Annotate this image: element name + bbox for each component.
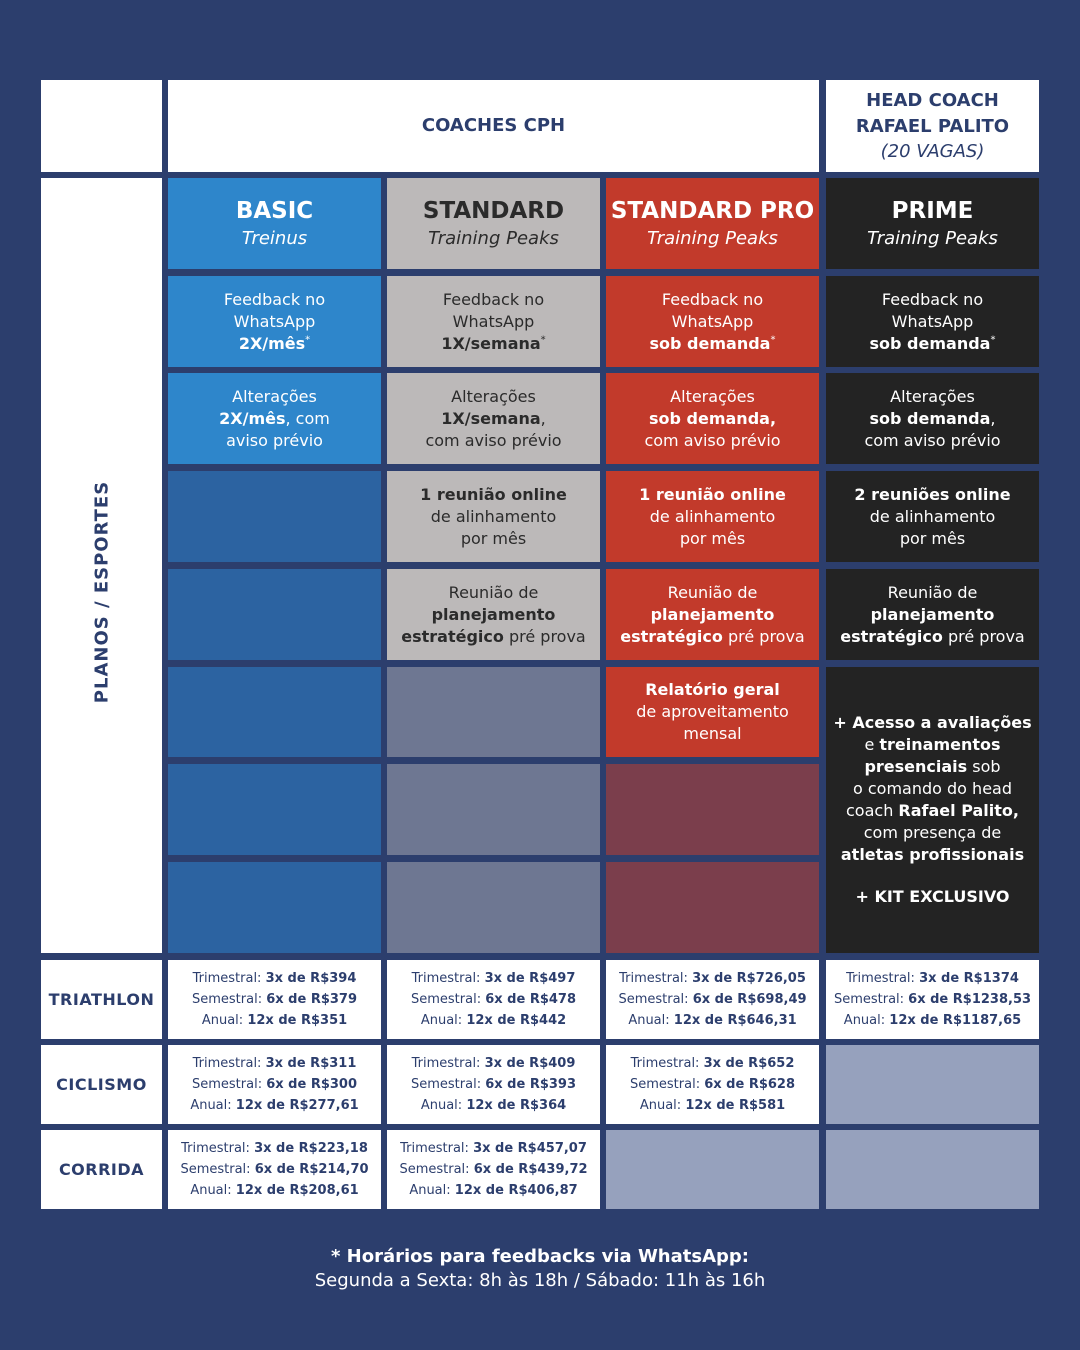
price-ciclismo-pro (606, 1045, 819, 1124)
meeting-prime (826, 471, 1039, 562)
price-label: Semestral: (618, 992, 689, 1007)
sport-name: CORRIDA (58, 1160, 145, 1179)
prime-extra-line: com presença de (863, 823, 1002, 842)
feedback-channel: WhatsApp (233, 311, 316, 331)
prime-extra-word: coach (846, 801, 894, 820)
strategy-basic-empty (168, 569, 381, 660)
meeting-count: 2 reuniões online (854, 484, 1011, 504)
report-basic-empty (168, 667, 381, 757)
plan-platform: Treinus (241, 227, 308, 249)
price-value: 3x de R$1374 (919, 971, 1019, 986)
header-corner-blank (41, 80, 162, 172)
changes-prime (826, 373, 1039, 464)
changes-notice: com aviso prévio (644, 430, 781, 450)
changes-standard-pro (606, 373, 819, 464)
sport-triathlon (41, 960, 162, 1039)
changes-connector: , (540, 408, 546, 428)
plan-platform: Training Peaks (428, 227, 559, 249)
prime-kit: + KIT EXCLUSIVO (855, 887, 1010, 906)
changes-connector: , (990, 408, 996, 428)
strategy-intro: Reunião de (667, 582, 758, 602)
row7-basic-empty (168, 764, 381, 855)
feedback-channel: WhatsApp (452, 311, 535, 331)
price-value: 6x de R$439,72 (473, 1162, 588, 1177)
footnote-hours: Segunda a Sexta: 8h às 18h / Sábado: 11h às 16h (314, 1270, 766, 1291)
price-label: Anual: (201, 1013, 244, 1028)
price-label: Semestral: (833, 992, 905, 1007)
feedback-standard (387, 276, 600, 367)
plans-sports-label: PLANOS / ESPORTES (91, 480, 113, 704)
price-value: 3x de R$457,07 (473, 1141, 587, 1156)
price-value: 12x de R$277,61 (235, 1098, 359, 1113)
sport-name: CICLISMO (56, 1075, 147, 1094)
price-label: Trimestral: (181, 1141, 250, 1156)
strategy-prime (826, 569, 1039, 660)
price-value: 3x de R$394 (265, 971, 357, 986)
changes-frequency: 2X/mês (219, 408, 286, 428)
coaches-title: COACHES CPH (421, 115, 566, 136)
footnote-mark: * (540, 334, 546, 346)
price-value: 12x de R$442 (466, 1013, 567, 1028)
meeting-purpose: de alinhamento (430, 506, 557, 526)
strategy-tail: pré prova (727, 626, 805, 646)
feedback-prime (826, 276, 1039, 367)
changes-connector: , com (285, 408, 330, 428)
price-label: Trimestral: (630, 1056, 700, 1071)
feedback-frequency: 2X/mês (238, 333, 306, 353)
strategy-intro: Reunião de (448, 582, 539, 602)
feedback-standard-pro (606, 276, 819, 367)
price-value: 12x de R$1187,65 (889, 1013, 1022, 1028)
head-coach-title: HEAD COACH (866, 90, 999, 111)
strategy-tail: pré prova (508, 626, 586, 646)
price-label: Trimestral: (411, 971, 481, 986)
feedback-channel: WhatsApp (891, 311, 974, 331)
prime-extra-word-bold: Rafael Palito, (898, 801, 1019, 820)
price-label: Anual: (190, 1098, 232, 1113)
strategy-tail: pré prova (947, 626, 1025, 646)
price-label: Anual: (409, 1183, 451, 1198)
plan-name: PRIME (891, 197, 974, 224)
price-label: Semestral: (191, 1077, 263, 1092)
meeting-period: por mês (899, 528, 966, 548)
header-head-coach (826, 80, 1039, 172)
price-value: 6x de R$214,70 (254, 1162, 369, 1177)
feedback-prefix: Feedback no (661, 289, 764, 309)
price-label: Trimestral: (192, 1056, 262, 1071)
plan-name: BASIC (235, 197, 314, 224)
meeting-purpose: de alinhamento (869, 506, 996, 526)
feedback-frequency: sob demanda (869, 333, 991, 353)
report-line3: mensal (683, 724, 742, 743)
changes-notice: com aviso prévio (864, 430, 1001, 450)
feedback-prefix: Feedback no (223, 289, 326, 309)
price-value: 12x de R$646,31 (673, 1013, 797, 1028)
report-title: Relatório geral (645, 680, 780, 699)
strategy-keyword: planejamento (431, 604, 556, 624)
changes-notice: aviso prévio (226, 430, 323, 450)
prime-extra-line: + Acesso a avaliações (833, 713, 1032, 732)
price-value: 3x de R$497 (484, 971, 576, 986)
price-value: 3x de R$311 (265, 1056, 357, 1071)
price-label: Trimestral: (846, 971, 915, 986)
price-value: 3x de R$726,05 (692, 971, 806, 986)
price-label: Anual: (190, 1183, 232, 1198)
sport-corrida (41, 1130, 162, 1209)
price-corrida-pro-empty (606, 1130, 819, 1209)
plan-name: STANDARD (422, 197, 565, 224)
row7-pro-empty (606, 764, 819, 855)
price-label: Trimestral: (619, 971, 688, 986)
feedback-frequency: 1X/semana (441, 333, 541, 353)
price-value: 12x de R$364 (466, 1098, 567, 1113)
row8-pro-empty (606, 862, 819, 953)
plan-standard-pro-header (606, 178, 819, 269)
report-standard-pro (606, 667, 819, 757)
changes-notice: com aviso prévio (425, 430, 562, 450)
header-coaches-cph (168, 80, 819, 172)
footnote-title: * Horários para feedbacks via WhatsApp: (331, 1246, 749, 1267)
price-label: Anual: (628, 1013, 670, 1028)
price-value: 6x de R$698,49 (692, 992, 807, 1007)
head-coach-spots: (20 VAGAS) (880, 141, 985, 162)
meeting-count: 1 reunião online (420, 484, 567, 504)
price-value: 12x de R$208,61 (235, 1183, 359, 1198)
feedback-channel: WhatsApp (671, 311, 754, 331)
price-label: Trimestral: (192, 971, 262, 986)
price-value: 6x de R$478 (485, 992, 577, 1007)
footnote-mark: * (990, 334, 996, 346)
prime-extra-word-bold: presenciais (864, 757, 968, 776)
price-ciclismo-basic (168, 1045, 381, 1124)
changes-label: Alterações (451, 386, 536, 406)
prime-extra-line: o comando do head (853, 779, 1012, 798)
price-value: 6x de R$1238,53 (908, 992, 1032, 1007)
price-value: 6x de R$300 (266, 1077, 358, 1092)
prime-extra-benefits (826, 667, 1039, 953)
changes-frequency: 1X/semana (441, 408, 541, 428)
price-label: Trimestral: (411, 1056, 481, 1071)
feedback-basic (168, 276, 381, 367)
price-value: 6x de R$628 (704, 1077, 796, 1092)
meeting-purpose: de alinhamento (649, 506, 776, 526)
price-label: Anual: (639, 1098, 682, 1113)
plan-standard-header (387, 178, 600, 269)
strategy-keyword-2: estratégico (840, 626, 943, 646)
meeting-period: por mês (679, 528, 746, 548)
price-value: 12x de R$406,87 (454, 1183, 578, 1198)
changes-connector: , (769, 408, 777, 428)
price-value: 3x de R$652 (703, 1056, 795, 1071)
meeting-standard (387, 471, 600, 562)
price-triathlon-prime (826, 960, 1039, 1039)
price-label: Trimestral: (400, 1141, 469, 1156)
changes-label: Alterações (232, 386, 317, 406)
price-label: Anual: (843, 1013, 886, 1028)
price-label: Semestral: (180, 1162, 251, 1177)
price-triathlon-basic (168, 960, 381, 1039)
changes-standard (387, 373, 600, 464)
meeting-count: 1 reunião online (639, 484, 786, 504)
strategy-keyword: planejamento (650, 604, 775, 624)
price-value: 6x de R$379 (266, 992, 358, 1007)
changes-frequency: sob demanda (869, 408, 991, 428)
meeting-standard-pro (606, 471, 819, 562)
price-label: Semestral: (399, 1162, 470, 1177)
plan-name: STANDARD PRO (610, 197, 815, 224)
plan-platform: Training Peaks (647, 227, 778, 249)
meeting-period: por mês (460, 528, 527, 548)
feedback-prefix: Feedback no (881, 289, 984, 309)
price-label: Semestral: (410, 1077, 482, 1092)
report-line2: de aproveitamento (636, 702, 789, 721)
changes-basic (168, 373, 381, 464)
price-label: Semestral: (410, 992, 482, 1007)
price-ciclismo-prime-empty (826, 1045, 1039, 1124)
price-corrida-standard (387, 1130, 600, 1209)
price-label: Semestral: (191, 992, 263, 1007)
footnote-mark: * (770, 334, 776, 346)
price-value: 6x de R$393 (485, 1077, 577, 1092)
feedback-prefix: Feedback no (442, 289, 545, 309)
changes-label: Alterações (890, 386, 975, 406)
plan-prime-header (826, 178, 1039, 269)
prime-extra-word-bold: treinamentos (879, 735, 1001, 754)
footnote-mark: * (305, 334, 311, 346)
footnote (0, 1245, 1080, 1293)
price-value: 12x de R$581 (685, 1098, 786, 1113)
price-ciclismo-standard (387, 1045, 600, 1124)
price-label: Anual: (420, 1098, 463, 1113)
price-corrida-basic (168, 1130, 381, 1209)
changes-frequency: sob demanda (648, 408, 770, 428)
row8-standard-empty (387, 862, 600, 953)
strategy-standard-pro (606, 569, 819, 660)
strategy-keyword-2: estratégico (620, 626, 723, 646)
price-value: 3x de R$409 (484, 1056, 576, 1071)
changes-label: Alterações (670, 386, 755, 406)
head-coach-name: RAFAEL PALITO (855, 116, 1010, 137)
meeting-basic-empty (168, 471, 381, 562)
row8-basic-empty (168, 862, 381, 953)
price-label: Semestral: (629, 1077, 701, 1092)
strategy-keyword-2: estratégico (401, 626, 504, 646)
report-standard-empty (387, 667, 600, 757)
prime-extra-word: sob (972, 757, 1001, 776)
sport-name: TRIATHLON (48, 990, 155, 1009)
price-value: 12x de R$351 (247, 1013, 348, 1028)
plan-basic-header (168, 178, 381, 269)
row7-standard-empty (387, 764, 600, 855)
price-corrida-prime-empty (826, 1130, 1039, 1209)
price-triathlon-standard (387, 960, 600, 1039)
prime-extra-word: e (864, 735, 875, 754)
price-value: 3x de R$223,18 (254, 1141, 368, 1156)
feedback-frequency: sob demanda (649, 333, 771, 353)
strategy-intro: Reunião de (887, 582, 978, 602)
prime-extra-line: atletas profissionais (840, 845, 1025, 864)
strategy-keyword: planejamento (870, 604, 995, 624)
price-label: Anual: (420, 1013, 463, 1028)
plan-platform: Training Peaks (867, 227, 998, 249)
price-triathlon-pro (606, 960, 819, 1039)
sport-ciclismo (41, 1045, 162, 1124)
strategy-standard (387, 569, 600, 660)
